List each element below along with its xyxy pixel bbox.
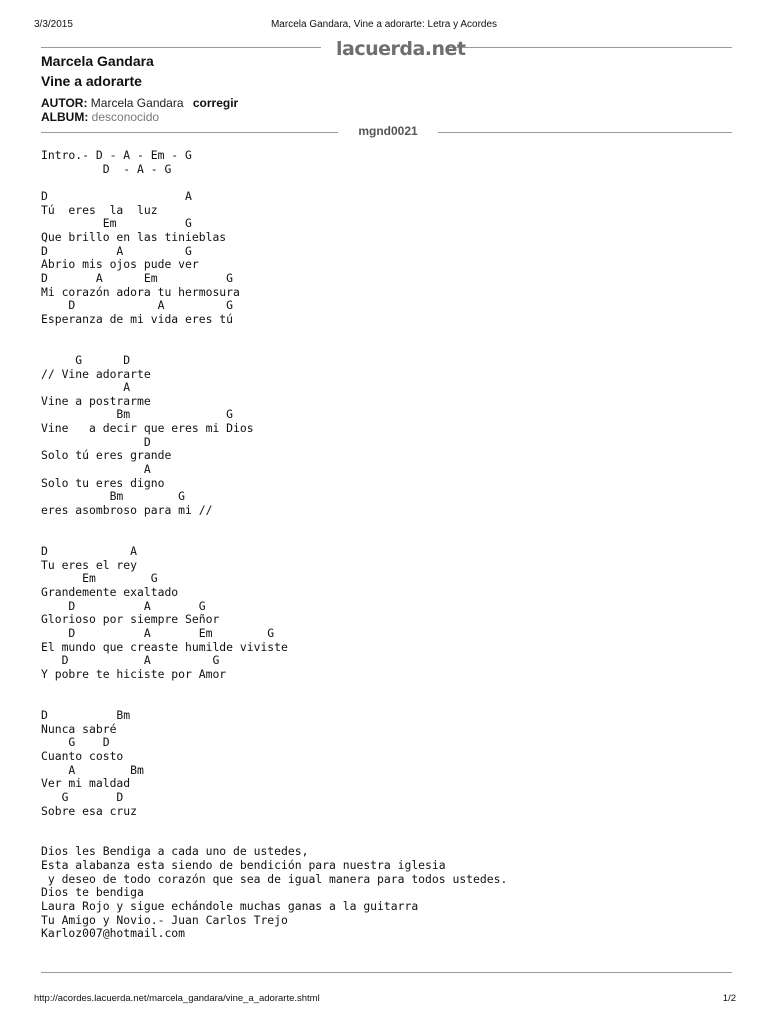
autor-value[interactable]: Marcela Gandara <box>90 96 184 110</box>
page-url: http://acordes.lacuerda.net/marcela_gandara/vine_a_adorarte.shtml <box>34 993 320 1004</box>
footer-divider <box>41 972 732 973</box>
lacuerda-logo[interactable] <box>336 38 466 64</box>
print-date: 3/3/2015 <box>34 19 73 30</box>
meta-album <box>41 110 159 124</box>
print-page-title: Marcela Gandara, Vine a adorarte: Letra y Acordes <box>270 19 498 30</box>
album-label: ALBUM: <box>41 110 89 124</box>
song-artist: Marcela Gandara <box>41 53 154 69</box>
song-title: Vine a adorarte <box>41 73 142 89</box>
edit-link[interactable]: corregir <box>192 96 239 110</box>
print-header <box>0 19 768 33</box>
print-footer <box>0 993 768 1007</box>
code-divider-right <box>438 132 732 133</box>
logo-text: lacuerda.net <box>336 38 466 60</box>
header-divider-left <box>41 47 321 48</box>
autor-label: AUTOR: <box>41 96 88 110</box>
code-divider-left <box>41 132 338 133</box>
header-divider-right <box>448 47 732 48</box>
album-value: desconocido <box>91 110 160 124</box>
lyrics-chords-text: Intro.- D - A - Em - G D - A - G D A Tú eres la luz Em G Que brillo en las tinieblas D A G Abrio mis ojos pude ver D A Em G Mi corazón adora tu hermosura D A G Esperanza de mi vida eres tú G D // Vine adorarte A Vine a postrarme Bm G Vine a decir que eres mi Dios D Solo tú eres grande A Solo tu eres digno Bm G eres asombroso para mi // D A Tu eres el rey Em G Grandemente exaltado D A G Glorioso por siempre Señor D A Em G El mundo que creaste humilde viviste D A G Y pobre te hiciste por Amor D Bm Nunca sabré G D Cuanto costo A Bm Ver mi maldad G D Sobre esa cruz Dios les Bendiga a cada uno de ustedes, Esta alabanza esta siendo de bendición para nuestra iglesia y deseo de todo corazón que sea de igual manera para todos ustedes. Dios te bendiga Laura Rojo y sigue echándole muchas ganas a la guitarra Tu Amigo y Novio.- Juan Carlos Trejo Karloz007@hotmail.com <box>41 148 508 941</box>
page-number: 1/2 <box>722 993 736 1004</box>
song-code: mgnd0021 <box>358 124 418 138</box>
meta-autor <box>41 96 238 110</box>
